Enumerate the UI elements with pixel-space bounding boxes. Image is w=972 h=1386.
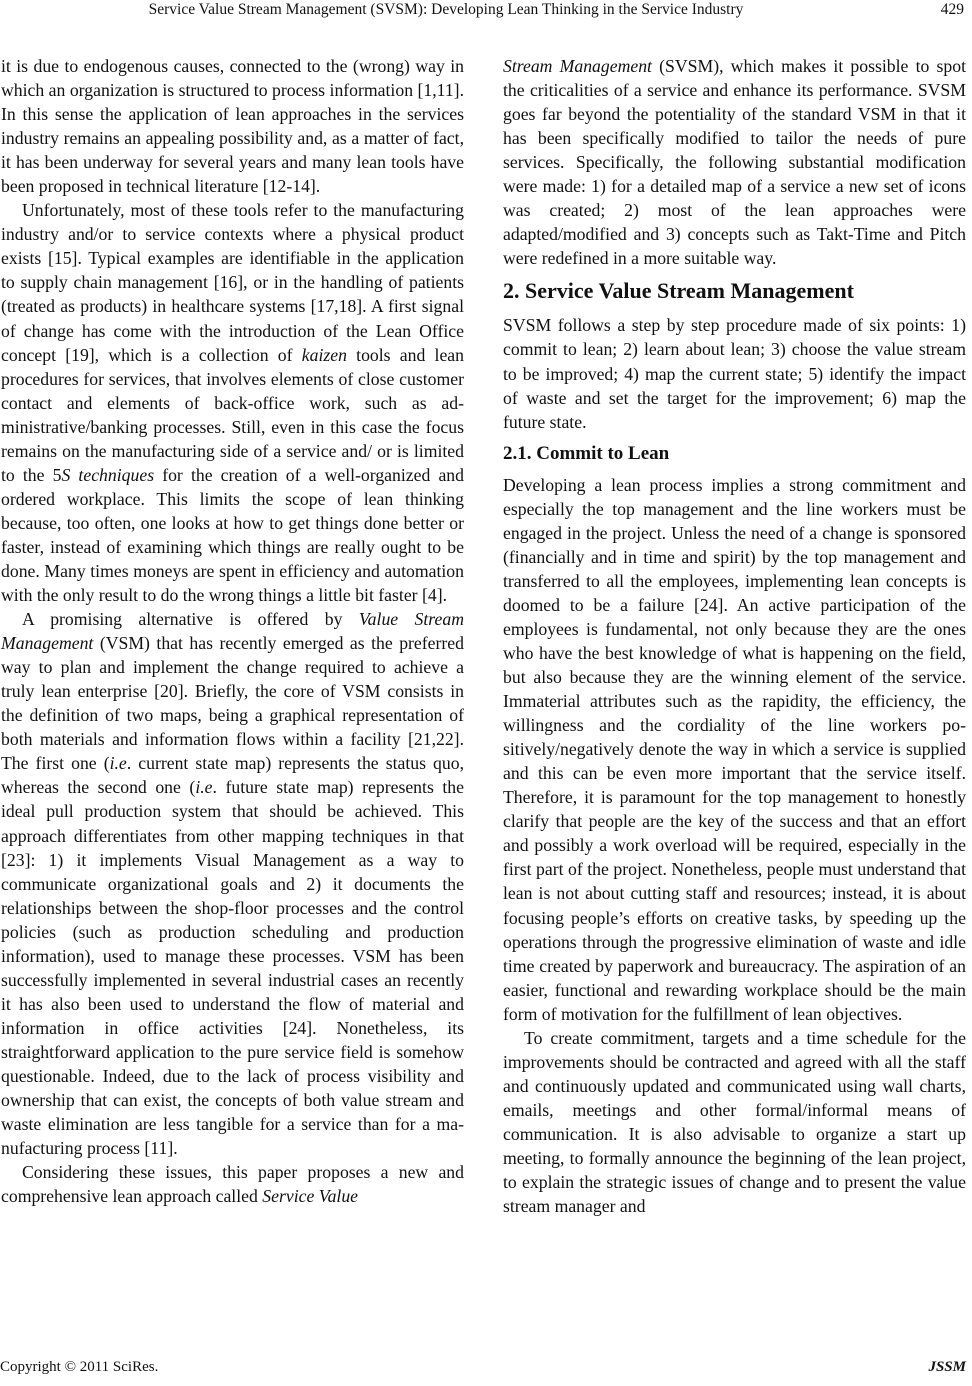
paragraph: it is due to endogenous causes, connected to the (wrong) way in which an organization is structured to process information [1,11]. In this sense the application of lean approaches in the services industry remains an appealing possibility and, as a matter of fact, it has been underway for several years and many lean tools have been proposed in technical literature [12-14]. <box>1 56 464 197</box>
paragraph: Stream Management (SVSM), which makes it possible to spot the criticalities of a service and enhance its performance. SVSM goes far beyond the potentiality of the standard VSM in that it has been specifically modified to tailor the needs of pure services. Specifically, the following substantial modification were made: 1) for a detailed map of a service a new set of icons was created; 2) most of the lean approaches were adapted/modified and 3) concepts such as Takt-Time and Pitch were redefined in a more suitable way. <box>503 56 966 269</box>
subsection-heading: 2.1. Commit to Lean <box>503 442 670 464</box>
journal-abbreviation: JSSM <box>928 1359 966 1375</box>
right-column <box>503 54 966 1218</box>
paragraph: Developing a lean process implies a strong commitment and especially the top management and the line workers must be engaged in the project. Unless the need of a change is sponsored (financially and in time and spirit) by the top management and transferred to all the employees, implementing lean concepts is doomed to be a failure [24]. An active participation of the employees is fundamental, not only because they are the ones who have the best knowledge of what is happening on the field, but also because they are the winning element of the service. Immaterial attributes such as the rapidity, the efficiency, the willingness and the cordiality of the line workers positively/negatively denote the way in which a service is supplied and this can be even more important that the service itself. Therefore, it is paramount for the top management to honestly clarify that people are the key of the success and that an effort and possibly a work overload will be required, especially in the first part of the project. Nonetheless, people must understand that lean is not about cutting staff and resources; instead, it is about focusing people’s efforts on creative tasks, by speeding up the operations through the progressive elimination of waste and idle time created by paperwork and bureaucracy. The aspiration of an easier, functional and rewarding workplace should be the main form of motivation for the fulfillment of lean objectives. <box>503 474 966 1024</box>
paragraph: A promising alternative is offered by Value Stream Management (VSM) that has recently emerged as the preferred way to plan and implement the change required to achieve a truly lean enterprise [20]. Briefly, the core of VSM consists in the definition of two maps, being a graphical representation of both materials and information flows within a facility [21,22]. The first one (i.e. current state map) represents the status quo, whereas the second one (i.e. future state map) represents the ideal pull production system that should be achieved. This approach differentiates from other mapping techniques in that [23]: 1) it implements Visual Management as a way to communicate organizational goals and 2) it documents the relationships between the shop-floor processes and the control policies (such as production scheduling and production information), used to manage these processes. VSM has been successfully implemented in several industrial cases an recently it has also been used to understand the flow of material and information in office activities [24]. Nonetheless, its straightforward application to the pure service field is somehow questionable. Indeed, due to the lack of process visibility and ownership that can exist, the concepts of both value stream and waste elimination are less tangible for a service than for a manufacturing process [11]. <box>1 609 464 1159</box>
running-title: Service Value Stream Management (SVSM): Developing Lean Thinking in the Service Industry <box>148 1 744 18</box>
left-column <box>1 54 464 1208</box>
page-header <box>0 0 972 22</box>
paragraph: Considering these issues, this paper proposes a new and comprehensive lean approach called Service Value <box>1 1162 464 1207</box>
paragraph: SVSM follows a step by step procedure made of six points: 1) commit to lean; 2) learn about lean; 3) choose the value stream to be improved; 4) map the current state; 5) identify the impact of waste and set the target for the improvement; 6) map the future state. <box>503 315 966 432</box>
section-heading: 2. Service Value Stream Management <box>503 278 854 304</box>
page-footer <box>0 1359 972 1381</box>
copyright-notice: Copyright © 2011 SciRes. <box>0 1359 159 1375</box>
paragraph: Unfortunately, most of these tools refer to the manufacturing industry and/or to service contexts where a physical product exists [15]. Typical examples are identifiable in the application to supply chain management [16], or in the handling of patients (treated as products) in healthcare systems [17,18]. A first signal of change has come with the introduction of the Lean Office concept [19], which is a collection of kaizen tools and lean procedures for services, that involves elements of close customer contact and elements of back-office work, such as administrative/banking processes. Still, even in this case the focus remains on the manufacturing side of a service and/ or is limited to the 5S techniques for the creation of a well-organized and ordered workplace. This limits the scope of lean thinking because, too often, one looks at how to get things done better or faster, instead of examining which things are really ought to be done. Many times moneys are spent in efficiency and automation with the only result to do the wrong things a little bit faster [4]. <box>1 200 465 606</box>
page-number: 429 <box>940 1 964 18</box>
paragraph: To create commitment, targets and a time schedule for the improvements should be contracted and agreed with all the staff and continuously updated and communicated using wall charts, emails, meetings and other formal/informal means of communication. It is also advisable to organize a start up meeting, to formally announce the beginning of the lean project, to explain the strategic issues of change and to present the value stream manager and <box>503 1027 966 1217</box>
